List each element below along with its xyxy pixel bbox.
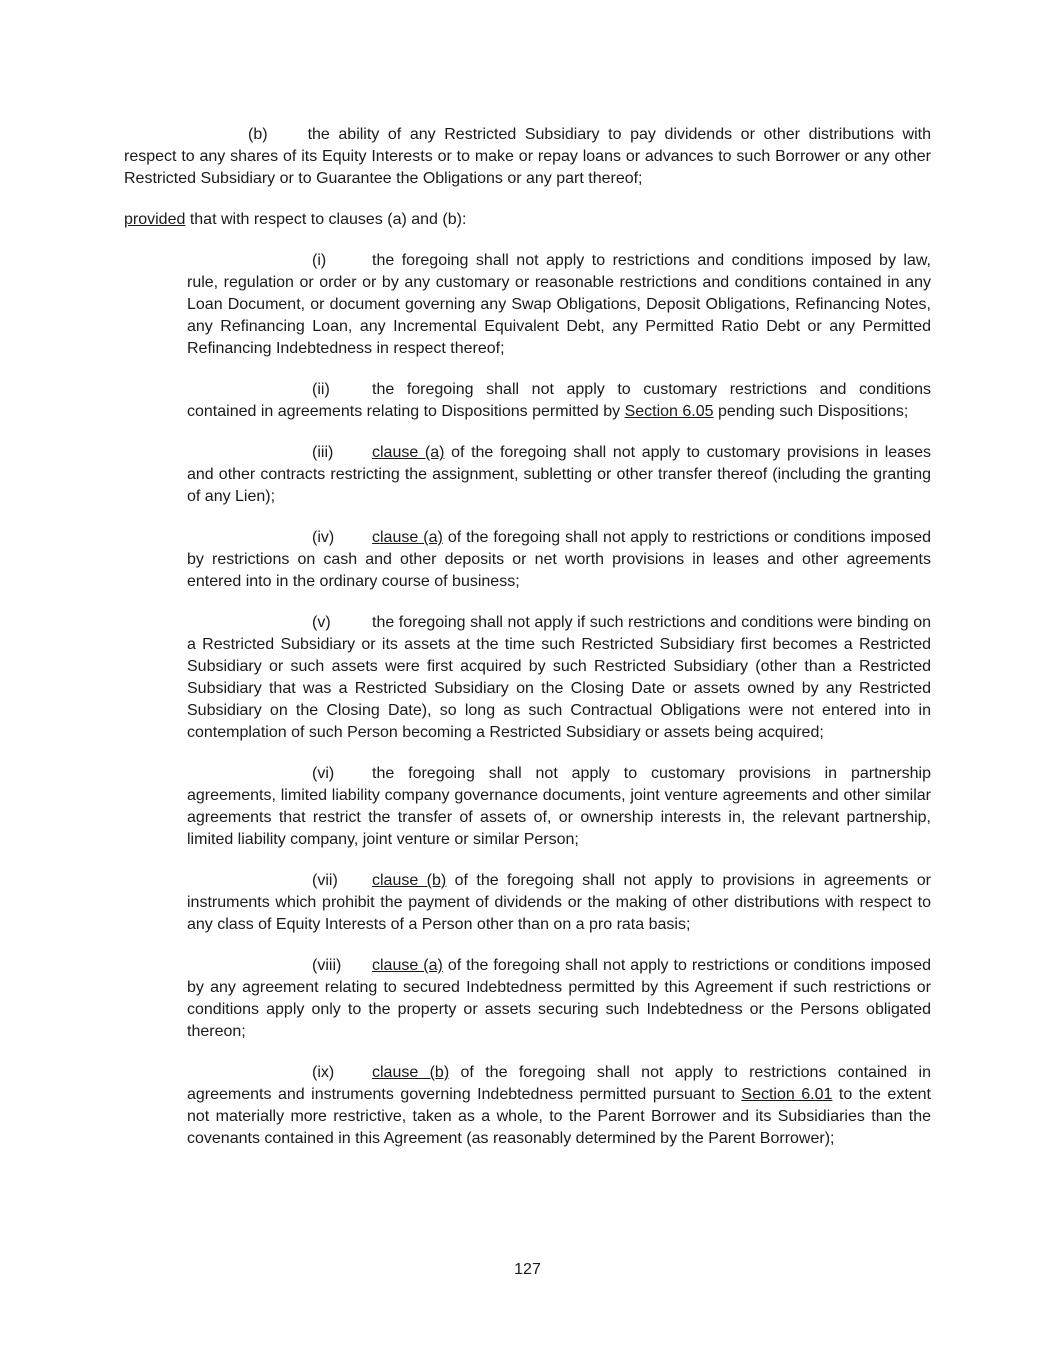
clause-ii <box>187 379 931 423</box>
clause-v <box>187 612 931 744</box>
clause-label: (iii) <box>312 444 334 461</box>
clause-text: the foregoing shall not apply to restrictions and conditions imposed by law, rule, regulation or order or by any customary or reasonable restrictions and conditions contained in any Loan Document, or document governing any Swap Obligations, Deposit Obligations, Refinancing Notes, any Refinancing Loan, any Incremental Equivalent Debt, any Permitted Ratio Debt or any Permitted Refinancing Indebtedness in respect thereof; <box>187 252 931 357</box>
clause-label: (i) <box>312 252 327 269</box>
section-reference: Section 6.05 <box>624 403 714 420</box>
clause-viii <box>187 955 931 1043</box>
clause-i <box>187 250 931 360</box>
clause-label: (iv) <box>312 529 335 546</box>
provided-term: provided <box>124 211 186 228</box>
paragraph-b-text: the ability of any Restricted Subsidiary to pay dividends or other distributions with respect to any shares of its Equity Interests or to make or repay loans or advances to such Borrower or any other Restricted Subsidiary or to Guarantee the Obligations or any part thereof; <box>124 126 931 187</box>
proviso-text: that with respect to clauses (a) and (b): <box>185 211 467 228</box>
clause-label: (vii) <box>312 872 338 889</box>
clause-label: (v) <box>312 614 331 631</box>
clause-text: to the extent not materially more restrictive, taken as a whole, to the Parent Borrower and its Subsidiaries than the covenants contained in this Agreement (as reasonably determined by the Parent Borrower); <box>187 1086 932 1147</box>
clause-label: (ii) <box>312 381 330 398</box>
page-number: 127 <box>514 1261 541 1278</box>
clause-label: (vi) <box>312 765 335 782</box>
clause-text: the foregoing shall not apply if such restrictions and conditions were binding on a Restricted Subsidiary or its assets at the time such Restricted Subsidiary first becomes a Restricted Subsidiary or such assets were first acquired by such Restricted Subsidiary (other than a Restricted Subsidiary that was a Restricted Subsidiary on the Closing Date or assets owned by any Restricted Subsidiary on the Closing Date), so long as such Contractual Obligations were not entered into in contemplation of such Person becoming a Restricted Subsidiary or assets being acquired; <box>187 614 931 741</box>
clause-label: (ix) <box>312 1064 335 1081</box>
clause-text: of the foregoing shall not apply to customary provisions in leases and other contracts restricting the assignment, subletting or other transfer thereof (including the granting of any Lien); <box>187 444 932 505</box>
paragraph-b <box>124 124 931 190</box>
section-reference: Section 6.01 <box>741 1086 833 1103</box>
clause-text: the foregoing shall not apply to customary restrictions and conditions contained in agreements relating to Dispositions permitted by <box>187 381 931 420</box>
clause-label: (viii) <box>312 957 342 974</box>
clause-reference: clause (a) <box>372 529 443 546</box>
clause-ix <box>187 1062 931 1150</box>
clause-text: of the foregoing shall not apply to restrictions or conditions imposed by any agreement relating to secured Indebtedness permitted by this Agreement if such restrictions or conditions apply only to the property or assets securing such Indebtedness or the Persons obligated thereon; <box>187 957 932 1040</box>
clause-reference: clause (a) <box>372 957 443 974</box>
clause-text: pending such Dispositions; <box>713 403 909 420</box>
clause-reference: clause (b) <box>372 1064 450 1081</box>
clause-text: of the foregoing shall not apply to provisions in agreements or instruments which prohibit the payment of dividends or the making of other distributions with respect to any class of Equity Interests of a Person other than on a pro rata basis; <box>187 872 931 933</box>
proviso-intro <box>124 209 931 231</box>
clause-text: of the foregoing shall not apply to restrictions contained in agreements and instruments governing Indebtedness permitted pursuant to <box>187 1064 932 1103</box>
clause-text: the foregoing shall not apply to customary provisions in partnership agreements, limited liability company governance documents, joint venture agreements and other similar agreements that restrict the transfer of assets of, or ownership interests in, the relevant partnership, limited liability company, joint venture or similar Person; <box>187 765 931 848</box>
clause-iii <box>187 442 931 508</box>
clause-iv <box>187 527 931 593</box>
clause-vi <box>187 763 931 851</box>
clause-vii <box>187 870 931 936</box>
clause-text: of the foregoing shall not apply to restrictions or conditions imposed by restrictions on cash and other deposits or net worth provisions in leases and other agreements entered into in the ordinary course of business; <box>187 529 932 590</box>
clause-reference: clause (b) <box>372 872 447 889</box>
clause-list <box>187 250 931 1169</box>
clause-reference: clause (a) <box>372 444 445 461</box>
paragraph-b-label: (b) <box>248 126 268 143</box>
